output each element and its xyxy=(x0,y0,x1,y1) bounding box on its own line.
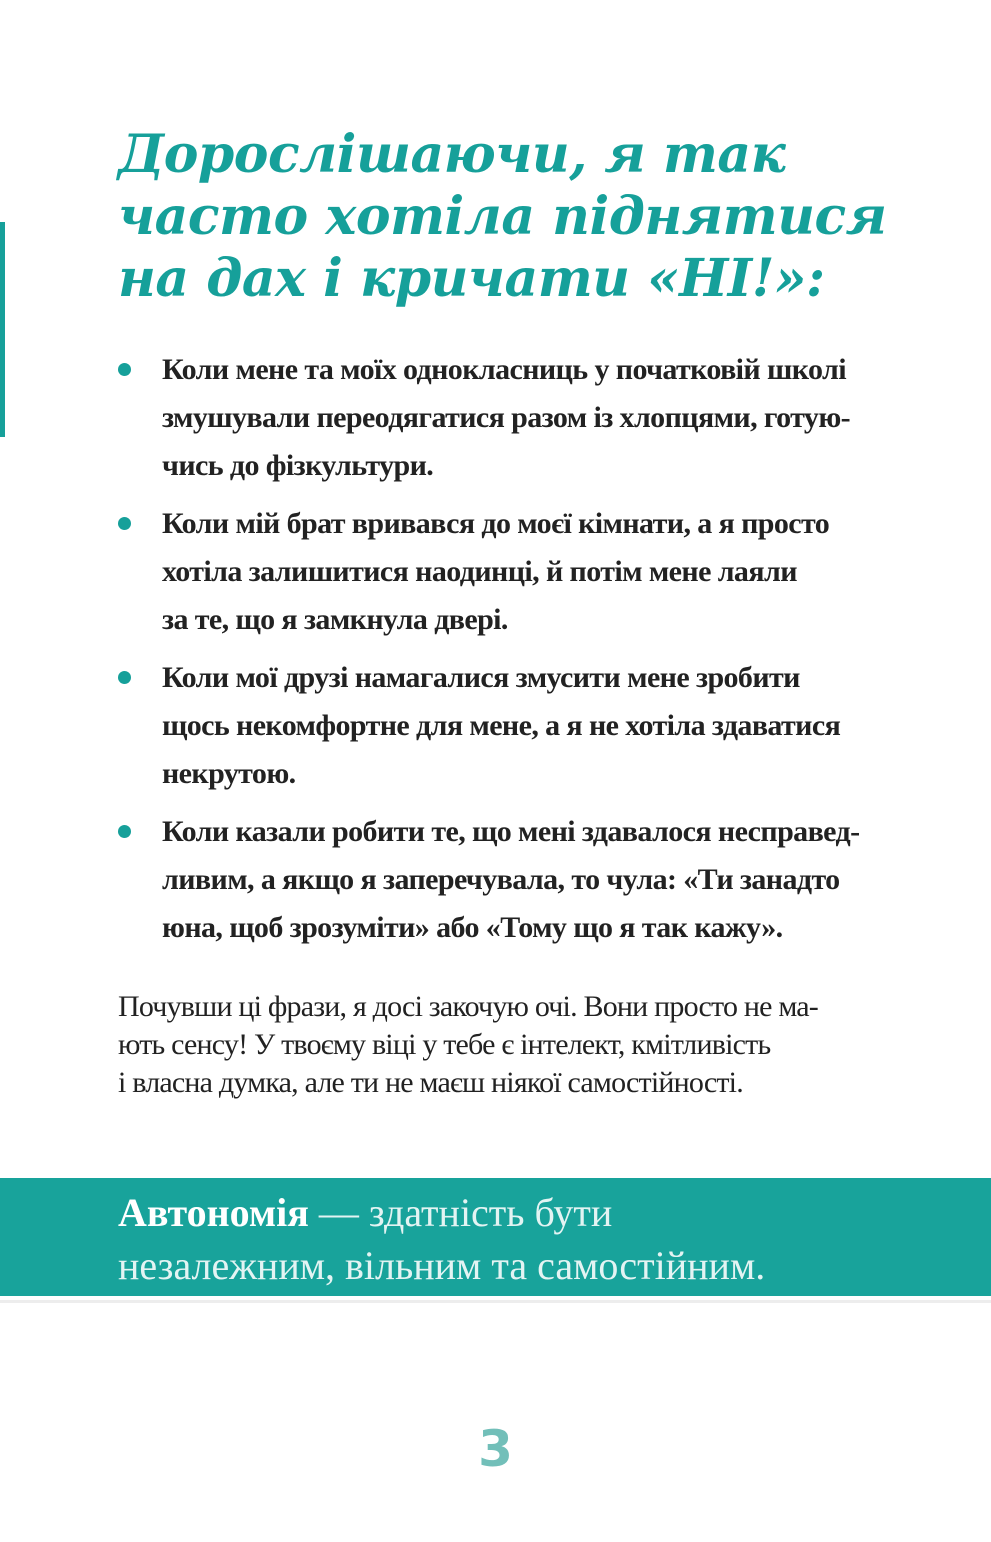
bullet-line: некрутою. xyxy=(162,757,296,790)
paragraph-line: і власна думка, але ти не маєш ніякої самостійності. xyxy=(118,1066,743,1099)
list-item xyxy=(118,346,908,490)
page-title xyxy=(118,124,887,310)
bullet-line: змушували переодягатися разом із хлопцями, готую- xyxy=(162,401,851,434)
list-item xyxy=(118,654,908,798)
page-title-line-1: Дорослішаючи, я так xyxy=(118,124,786,185)
page-title-line-3: на дах і кричати «НІ!»: xyxy=(118,248,825,309)
list-item xyxy=(118,808,908,952)
definition-line-1 xyxy=(118,1186,991,1239)
bullet-line: Коли мої друзі намагалися змусити мене зробити xyxy=(162,661,800,694)
bullet-line: ливим, а якщо я заперечувала, то чула: «Ти занадто xyxy=(162,863,840,896)
bullet-list xyxy=(118,346,908,962)
paragraph-line: ють сенсу! У твоєму віці у тебе є інтелект, кмітливість xyxy=(118,1028,771,1061)
bullet-line: чись до фізкультури. xyxy=(162,449,434,482)
left-accent-bar xyxy=(0,222,5,437)
definition-line-2: незалежним, вільним та самостійним. xyxy=(118,1243,766,1288)
bullet-text xyxy=(162,346,850,490)
bullet-line: хотіла залишитися наодинці, й потім мене лаяли xyxy=(162,555,797,588)
page-title-line-2: часто хотіла піднятися xyxy=(118,186,887,247)
bullet-line: Коли казали робити те, що мені здавалося несправед- xyxy=(162,815,860,848)
list-item xyxy=(118,500,908,644)
bullet-dot-icon xyxy=(118,363,131,376)
page-number: 3 xyxy=(478,1420,513,1478)
definition-banner xyxy=(0,1178,991,1296)
bullet-line: Коли мене та моїх однокласниць у початковій школі xyxy=(162,353,846,386)
banner-bottom-divider xyxy=(0,1300,991,1303)
bullet-line: юна, щоб зрозуміти» або «Тому що я так кажу». xyxy=(162,911,783,944)
definition-term: Автономія xyxy=(118,1190,309,1235)
bullet-line: Коли мій брат вривався до моєї кімнати, а я просто xyxy=(162,507,830,540)
bullet-dot-icon xyxy=(118,517,131,530)
bullet-line: щось некомфортне для мене, а я не хотіла здаватися xyxy=(162,709,841,742)
bullet-line: за те, що я замкнула двері. xyxy=(162,603,508,636)
definition-rest: — здатність бути xyxy=(308,1190,613,1235)
paragraph-line: Почувши ці фрази, я досі закочую очі. Вони просто не ма- xyxy=(118,990,819,1023)
bullet-text xyxy=(162,654,840,798)
body-paragraph xyxy=(118,988,818,1102)
bullet-text xyxy=(162,500,829,644)
bullet-text xyxy=(162,808,859,952)
bullet-dot-icon xyxy=(118,825,131,838)
bullet-dot-icon xyxy=(118,671,131,684)
